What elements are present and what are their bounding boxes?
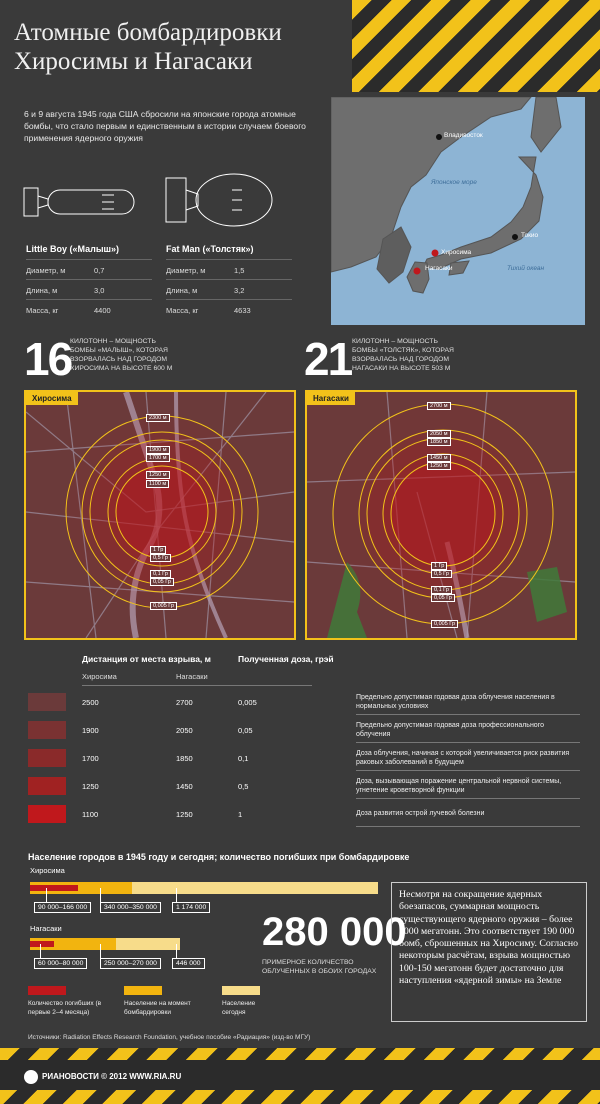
spec-row bbox=[26, 279, 152, 299]
hiroshima-killed-label: 90 000–166 000 bbox=[34, 902, 91, 913]
title-line-2: Хиросимы и Нагасаки bbox=[14, 48, 253, 75]
spec-row bbox=[166, 259, 292, 279]
spec-value: 0,7 bbox=[94, 266, 105, 275]
hiroshima-yield-number: 16 bbox=[24, 333, 72, 385]
dose-value: 0,5 bbox=[238, 782, 249, 791]
color-swatch bbox=[28, 777, 66, 795]
spec-label: Масса, кг bbox=[166, 306, 199, 315]
ring-label: 1250 м bbox=[427, 462, 451, 470]
table-row bbox=[28, 777, 580, 799]
color-swatch bbox=[28, 749, 66, 767]
hiroshima-distance: 1900 bbox=[82, 726, 99, 735]
spec-value: 3,2 bbox=[234, 286, 245, 295]
hiroshima-pop-label: Хиросима bbox=[30, 866, 65, 875]
sources: Источники: Radiation Effects Research Foundation, учебное пособие «Радиация» (изд-во МГУ) bbox=[28, 1034, 311, 1041]
hiroshima-distance: 2500 bbox=[82, 698, 99, 707]
color-swatch bbox=[28, 805, 66, 823]
dose-description: Доза, вызывающая поражение центральной нервной системы, угнетение кроветворной функции bbox=[356, 778, 562, 794]
dose-value: 0,1 bbox=[238, 754, 249, 763]
header-stripes bbox=[352, 0, 600, 92]
dose-description: Доза развития острой лучевой болезни bbox=[356, 810, 485, 817]
hiroshima-distance: 1250 bbox=[82, 782, 99, 791]
spec-value: 1,5 bbox=[234, 266, 245, 275]
spec-row bbox=[166, 299, 292, 319]
ring-label: 1100 м bbox=[146, 480, 169, 488]
nagasaki-distance: 1250 bbox=[176, 810, 193, 819]
little-boy-specs bbox=[26, 259, 152, 319]
vladivostok-label: Владивосток bbox=[444, 132, 483, 139]
nagasaki-yield-text: КИЛОТОНН – МОЩНОСТЬ БОМБЫ «ТОЛСТЯК», КОТОРАЯ ВЗОРВАЛАСЬ НАД ГОРОДОМ НАГАСАКИ НА ВЫСОТЕ 503 М bbox=[352, 338, 454, 372]
table-row bbox=[28, 749, 580, 771]
nagasaki-blast-panel bbox=[305, 390, 577, 640]
dose-value: 1 bbox=[238, 810, 243, 819]
hiroshima-distance: 1100 bbox=[82, 810, 99, 819]
nagasaki-distance: 1450 bbox=[176, 782, 193, 791]
dose-value: 0,05 bbox=[238, 726, 253, 735]
dose-label: 0,005 Гр bbox=[431, 620, 458, 628]
spec-label: Длина, м bbox=[166, 286, 198, 295]
dose-label: 0,05 Гр bbox=[150, 578, 174, 586]
ring-label: 1450 м bbox=[427, 454, 451, 462]
row-divider bbox=[356, 770, 580, 771]
ring-label: 2050 м bbox=[427, 430, 451, 438]
dose-description: Предельно допустимая годовая доза облучения населения в нормальных условиях bbox=[356, 694, 555, 710]
row-divider bbox=[356, 714, 580, 715]
spec-row bbox=[26, 259, 152, 279]
legend-today-text: Население сегодня bbox=[222, 1000, 256, 1016]
japan-map bbox=[331, 97, 585, 325]
nagasaki-distance: 2050 bbox=[176, 726, 193, 735]
dose-label: 1 Гр bbox=[431, 562, 447, 570]
nagasaki-killed-label: 60 000–80 000 bbox=[34, 958, 87, 969]
population-title: Население городов в 1945 году и сегодня; количество погибших при бомбардировке bbox=[28, 852, 410, 862]
hiroshima-yield-text: КИЛОТОНН – МОЩНОСТЬ БОМБЫ «МАЛЫШ», КОТОРАЯ ВЗОРВАЛАСЬ НАД ГОРОДОМ ХИРОСИМА НА ВЫСОТЕ 600 М bbox=[70, 338, 173, 372]
spec-label: Масса, кг bbox=[26, 306, 59, 315]
ring-label: 1700 м bbox=[146, 454, 170, 462]
legend-killed-text: Количество погибших (в первые 2–4 месяца) bbox=[28, 1000, 102, 1016]
dose-value: 0,005 bbox=[238, 698, 257, 707]
sea-label: Японское море bbox=[431, 179, 477, 186]
ring-label: 1850 м bbox=[427, 438, 451, 446]
nagasaki-yield-number: 21 bbox=[304, 333, 352, 385]
ria-logo-icon bbox=[24, 1070, 38, 1084]
irradiated-total-text: ПРИМЕРНОЕ КОЛИЧЕСТВО ОБЛУЧЕННЫХ В ОБОИХ ГОРОДАХ bbox=[262, 959, 377, 975]
ring-label: 1900 м bbox=[146, 446, 170, 454]
table-row bbox=[28, 805, 580, 827]
nuclear-winter-note: Несмотря на сокращение ядерных боезапасов, суммарная мощность существующего ядерного оружия – более 3000 мегатонн. Это соответствует 190 000 бомб, сброшенных на Хиросиму. Согласно некоторым расчётам, взрыва мощностью 100-150 мегатонн будет достаточно для наступления «ядерной зимы» на Земле bbox=[391, 882, 587, 1022]
distance-header: Дистанция от места взрыва, м bbox=[82, 654, 211, 664]
dose-label: 0,05 Гр bbox=[431, 594, 455, 602]
spec-value: 4400 bbox=[94, 306, 111, 315]
dose-description: Доза облучения, начиная с которой увеличивается риск развития раковых заболеваний в будущем bbox=[356, 750, 570, 766]
hiroshima-1945-label: 340 000–350 000 bbox=[100, 902, 161, 913]
spec-label: Диаметр, м bbox=[26, 266, 66, 275]
table-row bbox=[28, 721, 580, 743]
dose-label: 0,005 Гр bbox=[150, 602, 177, 610]
spec-label: Длина, м bbox=[26, 286, 58, 295]
irradiated-total-number: 280 000 bbox=[262, 910, 407, 954]
hiroshima-today-label: 1 174 000 bbox=[172, 902, 210, 913]
nagasaki-distance: 1850 bbox=[176, 754, 193, 763]
spec-row bbox=[166, 279, 292, 299]
nagasaki-killed-bar bbox=[30, 941, 54, 947]
tokyo-label: Токио bbox=[521, 232, 539, 239]
dose-description: Предельно допустимая годовая доза профессионального облучения bbox=[356, 722, 544, 738]
hiroshima-distance: 1700 bbox=[82, 754, 99, 763]
dose-header: Полученная доза, грэй bbox=[238, 654, 334, 664]
fat-man-drawing bbox=[164, 172, 274, 228]
legend-today-swatch bbox=[222, 986, 260, 995]
legend-killed-swatch bbox=[28, 986, 66, 995]
color-swatch bbox=[28, 693, 66, 711]
fat-man-specs bbox=[166, 259, 292, 319]
ring-label: 2300 м bbox=[146, 414, 170, 422]
footer-credit: РИАНОВОСТИ © 2012 WWW.RIA.RU bbox=[42, 1072, 182, 1081]
spec-value: 3,0 bbox=[94, 286, 105, 295]
color-swatch bbox=[28, 721, 66, 739]
col-nagasaki: Нагасаки bbox=[176, 672, 208, 681]
intro-text: 6 и 9 августа 1945 года США сбросили на японские города атомные бомбы, что стало первым и единственным в истории случаем боевого применения ядерного оружия bbox=[24, 109, 306, 143]
spec-value: 4633 bbox=[234, 306, 251, 315]
nagasaki-map-label: Нагасаки bbox=[425, 265, 453, 272]
hiroshima-blast-panel bbox=[24, 390, 296, 640]
title-line-1: Атомные бомбардировки bbox=[14, 19, 282, 46]
spec-row bbox=[26, 299, 152, 319]
hiroshima-killed-bar bbox=[30, 885, 78, 891]
dose-label: 0,1 Гр bbox=[431, 586, 452, 594]
ocean-label: Тихий океан bbox=[507, 265, 545, 272]
legend-1945-text: Население на момент бомбардировки bbox=[124, 1000, 191, 1016]
row-divider bbox=[356, 742, 580, 743]
col-hiroshima: Хиросима bbox=[82, 672, 117, 681]
nagasaki-1945-label: 250 000–270 000 bbox=[100, 958, 161, 969]
dose-label: 0,5 Гр bbox=[431, 570, 452, 578]
legend-1945-swatch bbox=[124, 986, 162, 995]
ring-label: 1250 м bbox=[146, 471, 170, 479]
little-boy-drawing bbox=[22, 182, 142, 222]
nagasaki-pop-label: Нагасаки bbox=[30, 924, 62, 933]
spec-label: Диаметр, м bbox=[166, 266, 206, 275]
fat-man-name: Fat Man («Толстяк») bbox=[166, 244, 254, 254]
ring-label: 2700 м bbox=[427, 402, 451, 410]
dose-label: 0,1 Гр bbox=[150, 570, 171, 578]
dose-label: 1 Гр bbox=[150, 546, 166, 554]
row-divider bbox=[356, 826, 580, 827]
nagasaki-today-label: 446 000 bbox=[172, 958, 205, 969]
dose-label: 0,5 Гр bbox=[150, 554, 171, 562]
nagasaki-distance: 2700 bbox=[176, 698, 193, 707]
row-divider bbox=[356, 798, 580, 799]
hiroshima-panel-label: Хиросима bbox=[26, 392, 78, 405]
table-divider bbox=[82, 685, 312, 686]
table-row bbox=[28, 693, 580, 715]
hiroshima-map-label: Хиросима bbox=[441, 249, 472, 256]
nagasaki-panel-label: Нагасаки bbox=[307, 392, 355, 405]
little-boy-name: Little Boy («Малыш») bbox=[26, 244, 120, 254]
page-title bbox=[14, 18, 344, 76]
